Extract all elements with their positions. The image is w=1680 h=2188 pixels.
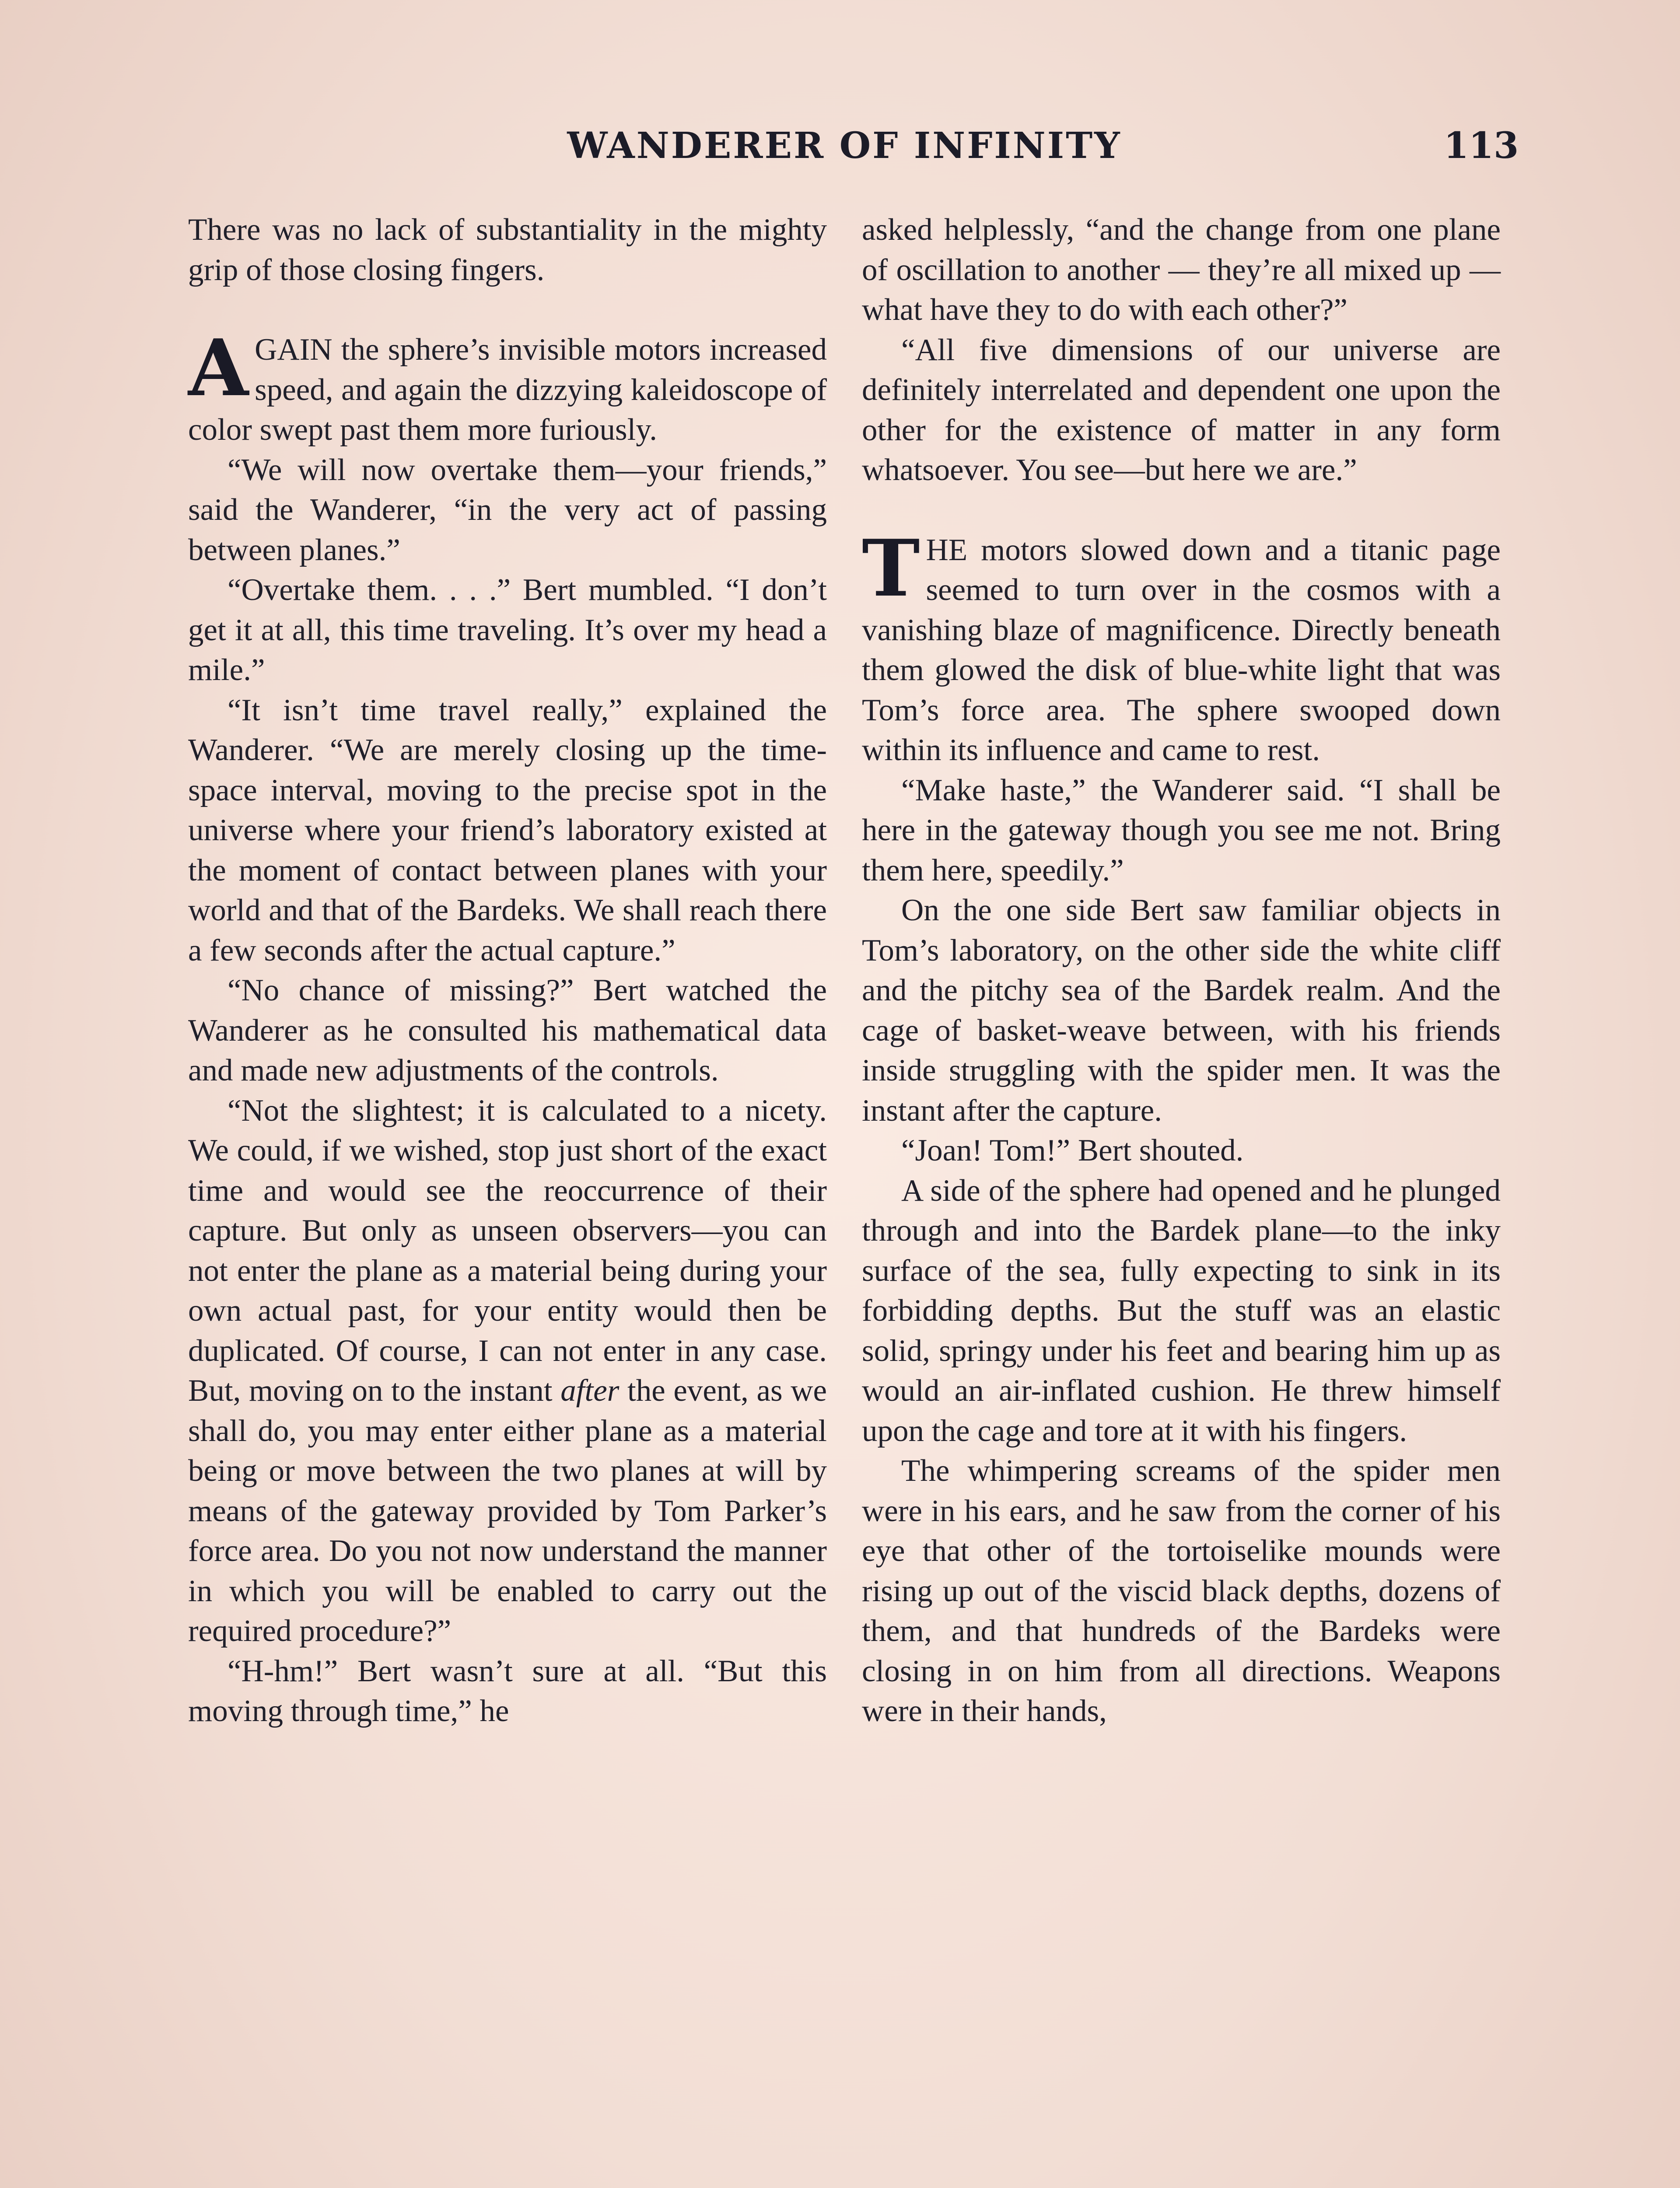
paragraph: “All five dimensions of our universe are definitely interrelated and dependent one upon the other for the existence of matter in any form whatsoever. You see—but here we are.” [862,333,1501,487]
running-head-title: WANDERER OF INFINITY [567,125,1122,167]
paragraph-text: “Not the slightest; it is calculated to a nicety. We could, if we wished, stop just short of the exact time and would see the reoccurrence of their capture. But only as unseen observers—you can not enter the plane as a material being during your own actual past, for your entity would then be duplicated. Of course, I can not enter in any case. But, moving on to the instant [188,1093,827,1408]
section-start-paragraph [862,522,1501,771]
paragraph: A side of the sphere had opened and he plunged through and into the Bardek plane—to the inky surface of the sea, fully expecting to sink in its forbidding depths. But the stuff was an elastic solid, springy under his feet and bearing him up as would an air-inflated cushion. He threw himself upon the cage and tore at it with his fingers. [862,1173,1501,1448]
right-text-column [862,210,1501,1732]
paragraph: “No chance of missing?” Bert watched the Wanderer as he consulted his mathematical data and made new adjustments of the controls. [188,973,827,1087]
paragraph-text: the event, as we shall do, you may enter either plane as a material being or move between the two planes at will by means of the gateway provided by Tom Parker’s force area. Do you not now understand the manner in which you will be enabled to carry out the required procedure?” [188,1374,827,1648]
paragraph-text: GAIN the sphere’s invisible motors increased speed, and again the dizzying kaleidoscope of color swept past them more furiously. [188,333,827,447]
paragraph [188,1091,827,1652]
left-text-column [188,210,827,1732]
paragraph: “H-hm!” Bert wasn’t sure at all. “But this moving through time,” he [188,1654,827,1728]
paragraph: “Joan! Tom!” Bert shouted. [901,1133,1244,1168]
drop-cap: T [862,522,920,614]
page-number: 113 [1444,125,1519,167]
italic-word: after [560,1374,620,1408]
paragraph: “We will now overtake them—your friends,” said the Wanderer, “in the very act of passing between planes.” [188,452,827,567]
section-start-paragraph [188,322,827,450]
paragraph-text: HE motors slowed down and a titanic page seemed to turn over in the cosmos with a vanishing blaze of magnificence. Directly beneath them glowed the disk of blue-white light that was Tom’s force area. The sphere swooped down within its influence and came to rest. [862,533,1501,767]
paragraph: asked helplessly, “and the change from one plane of oscillation to another — they’re all mixed up — what have they to do with each other?” [862,213,1501,327]
paragraph: On the one side Bert saw familiar objects in Tom’s laboratory, on the other side the white cliff and the pitchy sea of the Bardek realm. And the cage of basket-weave between, with his friends inside struggling with the spider men. It was the instant after the capture. [862,893,1501,1128]
drop-cap: A [188,322,249,414]
paragraph: “Overtake them. . . .” Bert mumbled. “I don’t get it at all, this time traveling. It’s over my head a mile.” [188,573,827,687]
paragraph: There was no lack of substantiality in the mighty grip of those closing fingers. [188,213,827,287]
paragraph: “Make haste,” the Wanderer said. “I shall be here in the gateway though you see me not. Bring them here, speedily.” [862,773,1501,887]
paragraph: The whimpering screams of the spider men were in his ears, and he saw from the corner of his eye that other of the tortoiselike mounds were rising up out of the viscid black depths, dozens of them, and that hundreds of the Bardeks were closing in on him from all directions. Weapons were in their hands, [862,1454,1501,1728]
paragraph: “It isn’t time travel really,” explained the Wanderer. “We are merely closing up the time-space interval, moving to the precise spot in the universe where your friend’s laboratory existed at the moment of contact between planes with your world and that of the Bardeks. We shall reach there a few seconds after the actual capture.” [188,693,827,968]
